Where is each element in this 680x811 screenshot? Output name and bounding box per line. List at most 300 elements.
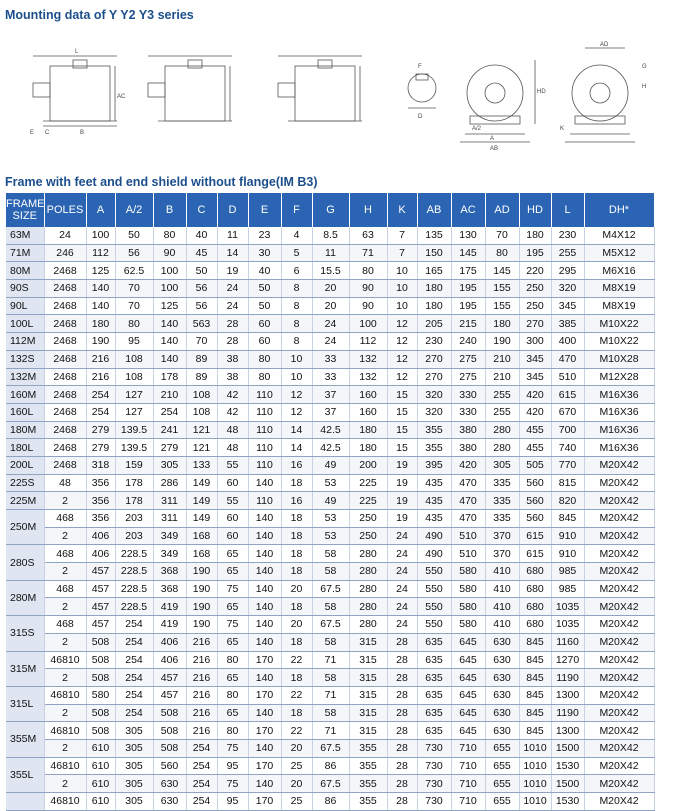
table-cell: 255	[551, 244, 584, 262]
table-cell: 18	[281, 510, 312, 528]
table-cell: 155	[485, 280, 519, 298]
table-cell: 470	[451, 474, 485, 492]
frame-size-cell: 180L	[6, 439, 44, 457]
table-cell: 42.5	[312, 421, 349, 439]
table-cell: 140	[248, 669, 281, 687]
table-cell: 90	[349, 297, 387, 315]
table-cell: 410	[485, 580, 519, 598]
table-cell: 420	[451, 456, 485, 474]
table-cell: M5X12	[584, 244, 654, 262]
table-cell: 53	[312, 510, 349, 528]
table-cell: 2468	[44, 333, 86, 351]
table-cell: 630	[485, 633, 519, 651]
table-cell: 140	[248, 739, 281, 757]
table-cell: 1190	[551, 669, 584, 687]
table-cell: 22	[281, 686, 312, 704]
table-cell: 159	[115, 456, 153, 474]
table-cell: 2468	[44, 350, 86, 368]
table-cell: 145	[485, 262, 519, 280]
table-cell: 80	[217, 686, 248, 704]
table-row	[6, 227, 654, 244]
frame-size-cell: 280S	[6, 545, 44, 580]
table-cell: 349	[153, 545, 186, 563]
table-cell: 345	[551, 297, 584, 315]
table-cell: 615	[551, 386, 584, 404]
table-cell: 100	[153, 262, 186, 280]
table-cell: 457	[86, 598, 115, 616]
table-cell: 305	[153, 456, 186, 474]
table-cell: 20	[281, 775, 312, 793]
table-cell: 190	[186, 616, 217, 634]
frame-size-cell: 315M	[6, 651, 44, 686]
table-cell: 355	[349, 793, 387, 811]
table-cell: 254	[153, 403, 186, 421]
table-cell: 270	[519, 315, 551, 333]
frame-size-cell: 250M	[6, 510, 44, 545]
table-cell: 730	[417, 793, 451, 811]
column-header: L	[551, 193, 584, 227]
table-cell: 140	[153, 350, 186, 368]
table-cell: 60	[217, 510, 248, 528]
table-cell: 508	[86, 633, 115, 651]
table-cell: 170	[248, 722, 281, 740]
table-cell: 25	[281, 793, 312, 811]
table-cell: 75	[217, 616, 248, 634]
table-cell: 18	[281, 598, 312, 616]
table-cell: M4X12	[584, 227, 654, 244]
table-cell: 560	[519, 492, 551, 510]
table-cell: M20X42	[584, 580, 654, 598]
table-cell: M20X42	[584, 545, 654, 563]
table-cell: 53	[312, 527, 349, 545]
table-row	[6, 669, 654, 687]
table-cell: 610	[86, 757, 115, 775]
table-cell: 24	[387, 580, 417, 598]
table-cell: 28	[387, 793, 417, 811]
table-cell: 112	[349, 333, 387, 351]
table-cell: 845	[519, 651, 551, 669]
column-header: K	[387, 193, 417, 227]
table-cell: 190	[86, 333, 115, 351]
table-cell: 10	[281, 368, 312, 386]
table-cell: 42.5	[312, 439, 349, 457]
table-row	[6, 297, 654, 315]
frame-size-cell: 315S	[6, 616, 44, 651]
table-cell: 45	[186, 244, 217, 262]
table-cell: 60	[217, 474, 248, 492]
table-cell: 645	[451, 651, 485, 669]
table-row	[6, 775, 654, 793]
frame-size-cell	[6, 793, 44, 811]
table-cell: 56	[115, 244, 153, 262]
table-cell: 655	[485, 775, 519, 793]
table-cell: 2468	[44, 315, 86, 333]
table-cell: 205	[417, 315, 451, 333]
table-cell: 1300	[551, 722, 584, 740]
table-cell: M16X36	[584, 421, 654, 439]
table-cell: 1010	[519, 793, 551, 811]
table-cell: 470	[551, 350, 584, 368]
table-cell: 2	[44, 739, 86, 757]
table-cell: 216	[186, 633, 217, 651]
table-cell: 24	[217, 280, 248, 298]
table-cell: 419	[153, 616, 186, 634]
table-cell: 90	[153, 244, 186, 262]
table-cell: 700	[551, 421, 584, 439]
table-row	[6, 492, 654, 510]
table-cell: 28	[387, 757, 417, 775]
table-cell: 67.5	[312, 775, 349, 793]
table-cell: 7	[387, 244, 417, 262]
table-cell: 1530	[551, 793, 584, 811]
table-cell: 356	[86, 492, 115, 510]
table-cell: 8	[281, 280, 312, 298]
table-cell: 355	[349, 757, 387, 775]
table-cell: M6X16	[584, 262, 654, 280]
table-cell: 680	[519, 616, 551, 634]
table-row	[6, 757, 654, 775]
table-cell: 2468	[44, 368, 86, 386]
table-cell: 155	[485, 297, 519, 315]
table-cell: 58	[312, 545, 349, 563]
table-cell: 19	[387, 492, 417, 510]
table-cell: 19	[217, 262, 248, 280]
table-cell: 190	[186, 580, 217, 598]
table-cell: 132	[349, 350, 387, 368]
table-cell: 468	[44, 510, 86, 528]
table-cell: 457	[86, 616, 115, 634]
table-cell: 8	[281, 297, 312, 315]
table-cell: 2	[44, 704, 86, 722]
table-cell: 11	[217, 227, 248, 244]
table-cell: 455	[519, 439, 551, 457]
table-cell: 71	[349, 244, 387, 262]
table-cell: 280	[349, 598, 387, 616]
table-cell: 130	[451, 227, 485, 244]
table-cell: M20X42	[584, 757, 654, 775]
table-cell: 279	[86, 421, 115, 439]
table-cell: 550	[417, 598, 451, 616]
frame-size-cell: 315L	[6, 686, 44, 721]
table-cell: 216	[186, 651, 217, 669]
table-cell: 149	[186, 492, 217, 510]
table-row	[6, 793, 654, 811]
table-cell: 435	[417, 474, 451, 492]
table-cell: 180	[485, 315, 519, 333]
table-cell: 845	[519, 633, 551, 651]
label-f: F	[418, 64, 422, 70]
table-cell: 1010	[519, 775, 551, 793]
table-cell: 71	[312, 686, 349, 704]
table-cell: 270	[417, 368, 451, 386]
table-cell: 730	[417, 757, 451, 775]
table-cell: 160	[349, 386, 387, 404]
table-cell: 400	[551, 333, 584, 351]
table-cell: 108	[186, 386, 217, 404]
table-cell: 655	[485, 757, 519, 775]
table-cell: 132	[349, 368, 387, 386]
table-cell: 225	[349, 474, 387, 492]
table-cell: 305	[115, 757, 153, 775]
table-cell: 28	[387, 633, 417, 651]
table-cell: 140	[248, 775, 281, 793]
table-cell: 406	[86, 545, 115, 563]
table-cell: 216	[186, 704, 217, 722]
table-cell: 985	[551, 580, 584, 598]
table-cell: 11	[312, 244, 349, 262]
table-cell: 60	[217, 527, 248, 545]
table-cell: 190	[485, 333, 519, 351]
table-cell: 24	[387, 545, 417, 563]
table-cell: 254	[186, 739, 217, 757]
table-cell: 56	[186, 280, 217, 298]
table-cell: M8X19	[584, 280, 654, 298]
table-cell: 140	[153, 315, 186, 333]
table-cell: 4	[281, 227, 312, 244]
frame-size-cell: 280M	[6, 580, 44, 615]
table-cell: 406	[153, 651, 186, 669]
table-cell: 12	[387, 333, 417, 351]
table-cell: 295	[551, 262, 584, 280]
table-cell: 5	[281, 244, 312, 262]
table-cell: 24	[387, 563, 417, 581]
table-cell: 255	[485, 403, 519, 421]
table-cell: 270	[417, 350, 451, 368]
label-ad: AD	[600, 42, 609, 48]
table-cell: 610	[86, 793, 115, 811]
table-cell: 580	[451, 580, 485, 598]
table-cell: 50	[248, 297, 281, 315]
mounting-data-title: Mounting data of Y Y2 Y3 series	[5, 8, 194, 22]
table-cell: 60	[248, 333, 281, 351]
table-cell: 89	[186, 368, 217, 386]
table-cell: 8	[281, 315, 312, 333]
table-cell: 240	[451, 333, 485, 351]
table-cell: 190	[186, 598, 217, 616]
table-cell: M10X22	[584, 315, 654, 333]
frame-size-cell: 225S	[6, 474, 44, 492]
table-cell: 125	[86, 262, 115, 280]
table-cell: 67.5	[312, 616, 349, 634]
table-cell: 135	[417, 227, 451, 244]
table-cell: 95	[217, 793, 248, 811]
table-cell: 90	[349, 280, 387, 298]
table-cell: 7	[387, 227, 417, 244]
table-cell: 455	[519, 421, 551, 439]
table-cell: 280	[349, 563, 387, 581]
frame-size-cell: 90S	[6, 280, 44, 298]
frame-size-cell: 90L	[6, 297, 44, 315]
table-cell: 655	[485, 739, 519, 757]
table-cell: M10X22	[584, 333, 654, 351]
table-cell: 70	[115, 297, 153, 315]
table-cell: 18	[281, 545, 312, 563]
table-cell: 320	[417, 386, 451, 404]
table-cell: 14	[281, 439, 312, 457]
table-cell: 20	[312, 280, 349, 298]
frame-size-cell: 160L	[6, 403, 44, 421]
table-cell: 86	[312, 793, 349, 811]
motor-side-view-diagram-2	[140, 38, 240, 138]
table-cell: 80	[485, 244, 519, 262]
table-cell: 280	[485, 421, 519, 439]
table-cell: 510	[551, 368, 584, 386]
frame-size-cell: 160M	[6, 386, 44, 404]
table-cell: 149	[186, 474, 217, 492]
table-cell: 419	[153, 598, 186, 616]
table-cell: 216	[186, 669, 217, 687]
table-cell: 80	[217, 651, 248, 669]
table-row	[6, 244, 654, 262]
table-cell: 133	[186, 456, 217, 474]
table-cell: 380	[451, 439, 485, 457]
table-cell: 127	[115, 403, 153, 421]
table-cell: 254	[86, 403, 115, 421]
table-cell: M20X42	[584, 633, 654, 651]
table-cell: 50	[115, 227, 153, 244]
table-cell: 75	[217, 580, 248, 598]
table-cell: 580	[451, 563, 485, 581]
table-cell: M20X42	[584, 527, 654, 545]
table-cell: 645	[451, 686, 485, 704]
table-cell: 645	[451, 722, 485, 740]
table-cell: 180	[349, 421, 387, 439]
table-cell: 178	[115, 492, 153, 510]
table-cell: 30	[248, 244, 281, 262]
table-cell: M16X36	[584, 403, 654, 421]
frame-size-cell: 132M	[6, 368, 44, 386]
table-cell: M20X42	[584, 456, 654, 474]
table-cell: 168	[186, 527, 217, 545]
table-cell: 71	[312, 651, 349, 669]
table-cell: 254	[115, 616, 153, 634]
table-cell: 710	[451, 757, 485, 775]
table-cell: 635	[417, 669, 451, 687]
table-cell: 740	[551, 439, 584, 457]
table-cell: 2	[44, 633, 86, 651]
motor-side-view-diagram-1	[25, 38, 125, 138]
table-row	[6, 651, 654, 669]
frame-size-cell: 180M	[6, 421, 44, 439]
table-cell: 508	[153, 739, 186, 757]
table-cell: 203	[115, 527, 153, 545]
table-cell: 210	[485, 368, 519, 386]
table-cell: 18	[281, 474, 312, 492]
table-cell: 228.5	[115, 580, 153, 598]
column-header: HD	[519, 193, 551, 227]
table-cell: 89	[186, 350, 217, 368]
table-cell: 49	[312, 456, 349, 474]
table-cell: 65	[217, 563, 248, 581]
table-cell: 140	[248, 704, 281, 722]
table-cell: 95	[217, 757, 248, 775]
frame-size-cell: 100L	[6, 315, 44, 333]
motor-front-view-diagram-2	[555, 38, 655, 158]
table-cell: 305	[115, 722, 153, 740]
table-cell: 18	[281, 704, 312, 722]
table-cell: 580	[86, 686, 115, 704]
table-cell: 19	[387, 510, 417, 528]
table-cell: 18	[281, 563, 312, 581]
table-cell: 100	[86, 227, 115, 244]
table-cell: 670	[551, 403, 584, 421]
table-cell: 490	[417, 545, 451, 563]
table-cell: 110	[248, 456, 281, 474]
column-header: C	[186, 193, 217, 227]
table-cell: 435	[417, 510, 451, 528]
table-cell: 62.5	[115, 262, 153, 280]
table-row	[6, 722, 654, 740]
table-cell: 305	[115, 793, 153, 811]
table-cell: 435	[417, 492, 451, 510]
table-row	[6, 510, 654, 528]
table-cell: 1010	[519, 757, 551, 775]
table-cell: 10	[387, 280, 417, 298]
table-cell: 55	[217, 492, 248, 510]
column-header: AB	[417, 193, 451, 227]
table-cell: 385	[551, 315, 584, 333]
table-cell: 1035	[551, 598, 584, 616]
table-cell: 630	[153, 775, 186, 793]
table-row	[6, 474, 654, 492]
table-cell: 370	[485, 527, 519, 545]
table-cell: 286	[153, 474, 186, 492]
frame-size-cell: 132S	[6, 350, 44, 368]
frame-size-cell: 200L	[6, 456, 44, 474]
table-cell: 18	[281, 633, 312, 651]
table-cell: 95	[115, 333, 153, 351]
table-cell: 457	[153, 686, 186, 704]
table-cell: 355	[417, 421, 451, 439]
table-cell: 275	[451, 350, 485, 368]
table-cell: 53	[312, 474, 349, 492]
table-cell: 845	[519, 669, 551, 687]
table-cell: 655	[485, 793, 519, 811]
table-cell: 65	[217, 545, 248, 563]
frame-size-cell: 80M	[6, 262, 44, 280]
table-cell: 46810	[44, 651, 86, 669]
table-cell: M20X42	[584, 492, 654, 510]
table-cell: 19	[387, 456, 417, 474]
table-cell: 100	[153, 280, 186, 298]
table-cell: 710	[451, 775, 485, 793]
table-cell: 14	[281, 421, 312, 439]
table-cell: 279	[153, 439, 186, 457]
table-cell: 230	[417, 333, 451, 351]
table-cell: 406	[86, 527, 115, 545]
table-cell: 320	[417, 403, 451, 421]
table-cell: 175	[451, 262, 485, 280]
table-cell: 15	[387, 403, 417, 421]
table-cell: 275	[451, 368, 485, 386]
table-cell: 457	[153, 669, 186, 687]
table-cell: 168	[186, 545, 217, 563]
table-cell: 2	[44, 669, 86, 687]
table-cell: 2	[44, 492, 86, 510]
table-cell: 70	[485, 227, 519, 244]
table-cell: 37	[312, 386, 349, 404]
table-cell: 355	[417, 439, 451, 457]
table-cell: 730	[417, 739, 451, 757]
table-cell: 1010	[519, 739, 551, 757]
table-row	[6, 439, 654, 457]
table-cell: M20X42	[584, 775, 654, 793]
table-cell: 610	[86, 739, 115, 757]
table-cell: 508	[153, 722, 186, 740]
table-cell: 48	[44, 474, 86, 492]
table-cell: 680	[519, 563, 551, 581]
table-cell: 254	[86, 386, 115, 404]
